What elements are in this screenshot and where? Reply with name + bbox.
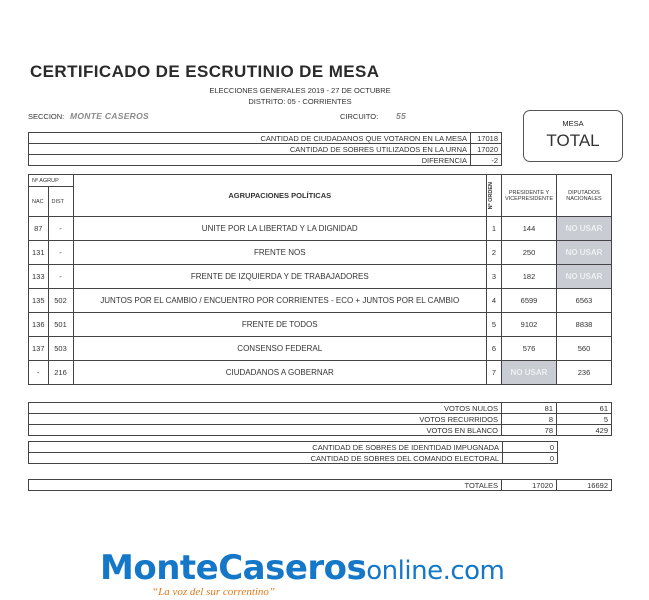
dist-header: DIST	[48, 187, 73, 217]
row-nac: 133	[29, 265, 49, 289]
totals-dip: 16692	[557, 480, 612, 491]
totals-table	[28, 479, 612, 491]
brand-suffix: online.com	[366, 556, 505, 586]
impugnada-value: 0	[503, 442, 558, 453]
result-row	[29, 361, 612, 385]
row-diputados: NO USAR	[557, 265, 612, 289]
row-orden: 5	[487, 313, 502, 337]
mesa-label: MESA	[562, 119, 584, 128]
recurridos-pres: 8	[502, 414, 557, 425]
row-presidente: 576	[502, 337, 557, 361]
presidente-header: PRESIDENTE Y VICEPRESIDENTE	[502, 175, 557, 217]
result-row	[29, 313, 612, 337]
row-presidente: 182	[502, 265, 557, 289]
agrupaciones-header: AGRUPACIONES POLÍTICAS	[73, 175, 486, 217]
row-dist: 503	[48, 337, 73, 361]
results-table	[28, 174, 612, 385]
nulos-dip: 61	[557, 403, 612, 414]
brand-slogan: “La voz del sur correntino”	[152, 586, 276, 598]
brand-name: MonteCaseros	[100, 548, 367, 588]
blanco-pres: 78	[502, 425, 557, 436]
totals-pres: 17020	[502, 480, 557, 491]
orden-header	[487, 175, 502, 217]
results-rows	[29, 217, 612, 385]
row-presidente: 250	[502, 241, 557, 265]
blanco-label: VOTOS EN BLANCO	[29, 425, 502, 436]
row-dist: 216	[48, 361, 73, 385]
row-diputados: 236	[557, 361, 612, 385]
mesa-value: TOTAL	[546, 131, 600, 150]
diputados-header: DIPUTADOS NACIONALES	[557, 175, 612, 217]
document-title: CERTIFICADO DE ESCRUTINIO DE MESA	[30, 62, 380, 81]
row-nac: 137	[29, 337, 49, 361]
row-nac: 87	[29, 217, 49, 241]
blanco-dip: 429	[557, 425, 612, 436]
diferencia-label: DIFERENCIA	[29, 155, 471, 166]
seccion-value: MONTE CASEROS	[70, 111, 149, 121]
row-party-name: CONSENSO FEDERAL	[73, 337, 486, 361]
row-nac: 131	[29, 241, 49, 265]
row-nac: 135	[29, 289, 49, 313]
row-dist: 502	[48, 289, 73, 313]
mesa-box	[523, 110, 623, 162]
nulos-pres: 81	[502, 403, 557, 414]
row-presidente: 9102	[502, 313, 557, 337]
nulos-label: VOTOS NULOS	[29, 403, 502, 414]
nro-agrup-header: Nº AGRUP	[29, 175, 74, 187]
votes-table	[28, 402, 612, 436]
sobres-label: CANTIDAD DE SOBRES UTILIZADOS EN LA URNA	[29, 144, 471, 155]
district-name: DISTRITO: 05 - CORRIENTES	[248, 97, 352, 106]
comando-label: CANTIDAD DE SOBRES DEL COMANDO ELECTORAL	[29, 453, 503, 464]
row-orden: 2	[487, 241, 502, 265]
result-row	[29, 289, 612, 313]
impugnada-label: CANTIDAD DE SOBRES DE IDENTIDAD IMPUGNADA	[29, 442, 503, 453]
row-party-name: CIUDADANOS A GOBERNAR	[73, 361, 486, 385]
row-nac: -	[29, 361, 49, 385]
row-orden: 7	[487, 361, 502, 385]
totals-label: TOTALES	[29, 480, 502, 491]
row-presidente: 6599	[502, 289, 557, 313]
summary-table	[28, 132, 502, 166]
row-presidente: NO USAR	[502, 361, 557, 385]
election-name: ELECCIONES GENERALES 2019 - 27 DE OCTUBRE	[209, 86, 391, 95]
row-diputados: 6563	[557, 289, 612, 313]
votaron-value: 17018	[471, 133, 502, 144]
comando-value: 0	[503, 453, 558, 464]
row-presidente: 144	[502, 217, 557, 241]
row-orden: 4	[487, 289, 502, 313]
row-diputados: NO USAR	[557, 241, 612, 265]
recurridos-dip: 5	[557, 414, 612, 425]
diferencia-value: -2	[471, 155, 502, 166]
row-party-name: JUNTOS POR EL CAMBIO / ENCUENTRO POR CORRIENTES - ECO + JUNTOS POR EL CAMBIO	[73, 289, 486, 313]
row-nac: 136	[29, 313, 49, 337]
sobres-value: 17020	[471, 144, 502, 155]
circuito-value: 55	[396, 111, 407, 121]
result-row	[29, 265, 612, 289]
row-diputados: NO USAR	[557, 217, 612, 241]
row-party-name: UNITE POR LA LIBERTAD Y LA DIGNIDAD	[73, 217, 486, 241]
votaron-label: CANTIDAD DE CIUDADANOS QUE VOTARON EN LA MESA	[29, 133, 471, 144]
brand-logo[interactable]	[100, 548, 504, 588]
recurridos-label: VOTOS RECURRIDOS	[29, 414, 502, 425]
row-orden: 3	[487, 265, 502, 289]
nac-header: NAC	[29, 187, 49, 217]
row-party-name: FRENTE NOS	[73, 241, 486, 265]
row-diputados: 560	[557, 337, 612, 361]
row-party-name: FRENTE DE TODOS	[73, 313, 486, 337]
row-party-name: FRENTE DE IZQUIERDA Y DE TRABAJADORES	[73, 265, 486, 289]
result-row	[29, 337, 612, 361]
seccion-label: SECCION:	[28, 112, 65, 121]
result-row	[29, 217, 612, 241]
orden-header-text: Nº ORDEN	[488, 181, 494, 210]
row-dist: -	[48, 265, 73, 289]
result-row	[29, 241, 612, 265]
row-dist: 501	[48, 313, 73, 337]
row-dist: -	[48, 241, 73, 265]
circuito-label: CIRCUITO:	[340, 112, 379, 121]
row-orden: 1	[487, 217, 502, 241]
sobres-table	[28, 441, 558, 464]
row-diputados: 8838	[557, 313, 612, 337]
row-orden: 6	[487, 337, 502, 361]
row-dist: -	[48, 217, 73, 241]
